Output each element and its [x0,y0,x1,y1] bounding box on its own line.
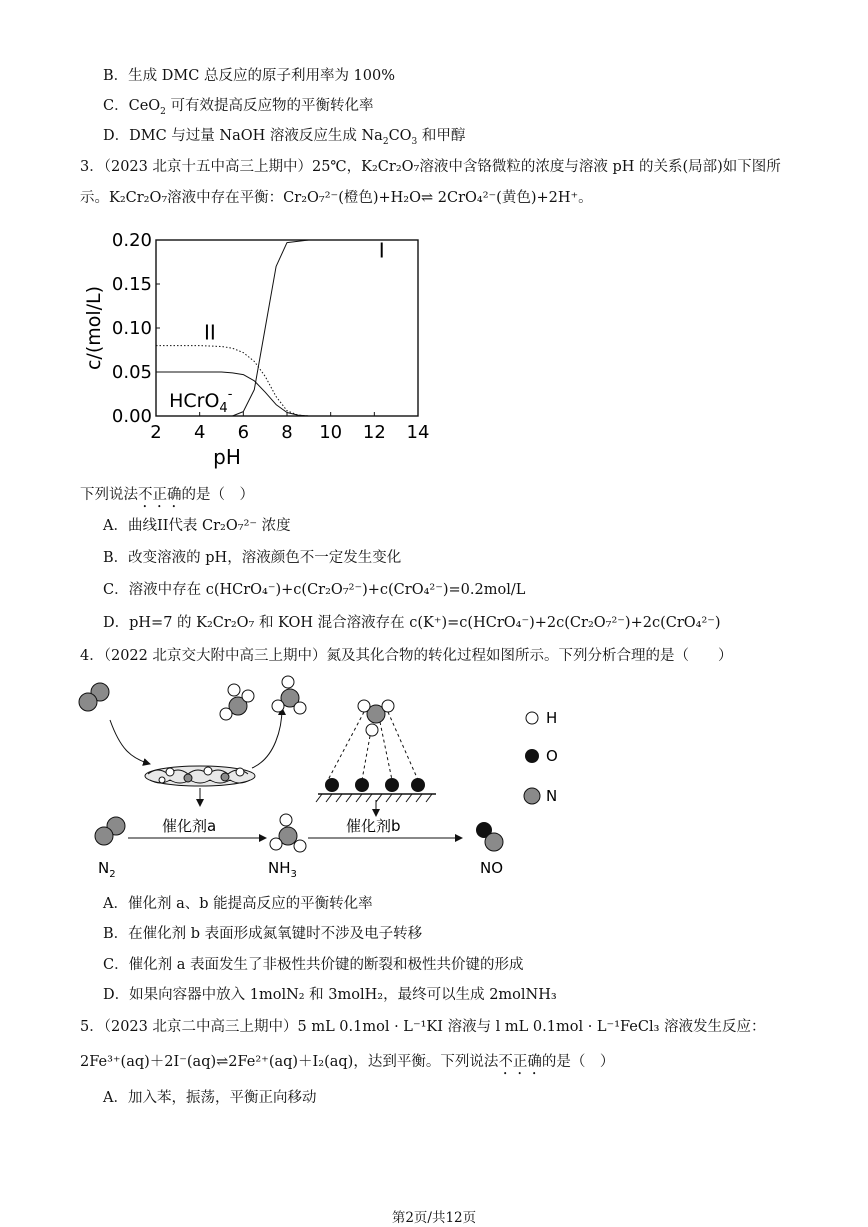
y-tick-label: 0.05 [111,362,152,383]
legend-h [526,709,557,727]
q5-equation: 2Fe³⁺(aq)＋2I⁻(aq)⇌2Fe²⁺(aq)＋I₂(aq)，达到平衡。下列说法不正确的是（ ） [80,1054,615,1070]
q3-option-d: D．pH=7 的 K₂Cr₂O₇ 和 KOH 混合溶液存在 c(K⁺)=c(HCrO₄⁻)+2c(Cr₂O₇²⁻)+2c(CrO₄²⁻) [103,615,721,631]
svg-text:O: O [546,747,558,765]
x-tick-label: 12 [362,422,386,443]
curve-label-II: II [204,320,216,345]
curve-label-I: I [378,238,385,263]
svg-text:N: N [546,787,558,805]
chromium-ph-chart [80,222,440,478]
q3-option-b: B．改变溶液的 pH，溶液颜色不一定发生变化 [103,550,402,566]
catalyst-a-label: 催化剂a [162,817,217,835]
q3-option-a: A．曲线II代表 Cr₂O₇²⁻ 浓度 [103,518,291,534]
x-axis-label: pH [213,445,241,469]
q3-option-c: C．溶液中存在 c(HCrO₄⁻)+c(Cr₂O₇²⁻)+c(CrO₄²⁻)=0.2mol/L [103,582,526,598]
catalyst-b-label: 催化剂b [346,817,401,835]
q4-option-a: A．催化剂 a、b 能提高反应的平衡转化率 [103,896,373,912]
x-tick-label: 10 [319,422,343,443]
legend-o [525,747,558,765]
n2-molecule-icon [79,683,109,711]
x-tick-label: 8 [281,422,293,443]
catalyst-a-surface-icon [145,766,255,786]
x-tick-label: 14 [406,422,430,443]
n2-label: $N_2$ [98,859,116,880]
nh3-bottom-icon [270,814,306,852]
no-molecule-icon [476,822,503,851]
y-tick-label: 0.20 [111,230,152,251]
q5-stem: 5．（2023 北京二中高三上期中）5 mL 0.1mol · L⁻¹KI 溶液与 l mL 0.1mol · L⁻¹FeCl₃ 溶液发生反应： [80,1019,766,1035]
curve-label-hcro4-sub: 4 [219,401,228,417]
curve-label-hcro4-sup: - [227,387,233,403]
q3-question: 下列说法不正确的是（ ） [80,487,254,503]
legend-n [524,787,557,805]
curve-label-hcro4: HCrO$_4$- [169,387,233,417]
nitrogen-conversion-diagram [70,668,590,886]
q5-option-a: A．加入苯，振荡，平衡正向移动 [103,1090,317,1106]
catalyst-b-surface-icon [316,700,436,802]
y-tick-label: 0.10 [111,318,152,339]
y-axis-label: c/(mol/L) [83,285,105,371]
x-tick-label: 2 [150,422,162,443]
q4-option-b: B．在催化剂 b 表面形成氮氧键时不涉及电子转移 [103,926,423,942]
option-c-ceo2: C．CeO$_2$ 可有效提高反应物的平衡转化率 [103,98,374,117]
y-tick-label: 0.15 [111,274,152,295]
q4-option-c: C．催化剂 a 表面发生了非极性共价键的断裂和极性共价键的形成 [103,957,524,973]
svg-text:H: H [546,709,558,727]
option-d-dmc: D．DMC 与过量 NaOH 溶液反应生成 $Na_2CO_3$ 和甲醇 [103,128,466,147]
q3-stem-line1: 3．（2023 北京十五中高三上期中）25℃，K₂Cr₂O₇溶液中含铬微粒的浓度与溶液 pH 的关系(局部)如下图所 [80,159,781,175]
nh3-molecule-icon [220,684,254,720]
q4-stem: 4．（2022 北京交大附中高三上期中）氮及其化合物的转化过程如图所示。下列分析合理的是（ ） [80,648,733,664]
option-b-dmc: B．生成 DMC 总反应的原子利用率为 100% [103,68,396,84]
no-label: NO [480,859,504,877]
page-footer: 第2页/共12页 [391,1210,477,1226]
nh3-product-icon [272,676,306,714]
q3-stem-line2: 示。K₂Cr₂O₇溶液中存在平衡：Cr₂O₇²⁻(橙色)+H₂O⇌ 2CrO₄²⁻(黄色)+2H⁺。 [80,190,593,206]
q4-option-d: D．如果向容器中放入 1molN₂ 和 3molH₂，最终可以生成 2molNH₃ [103,987,557,1003]
x-tick-label: 6 [237,422,250,443]
n2-bottom-icon [95,817,125,845]
nh3-label: $NH_3$ [268,859,297,880]
y-tick-label: 0.00 [111,406,152,427]
x-tick-label: 4 [193,422,206,443]
